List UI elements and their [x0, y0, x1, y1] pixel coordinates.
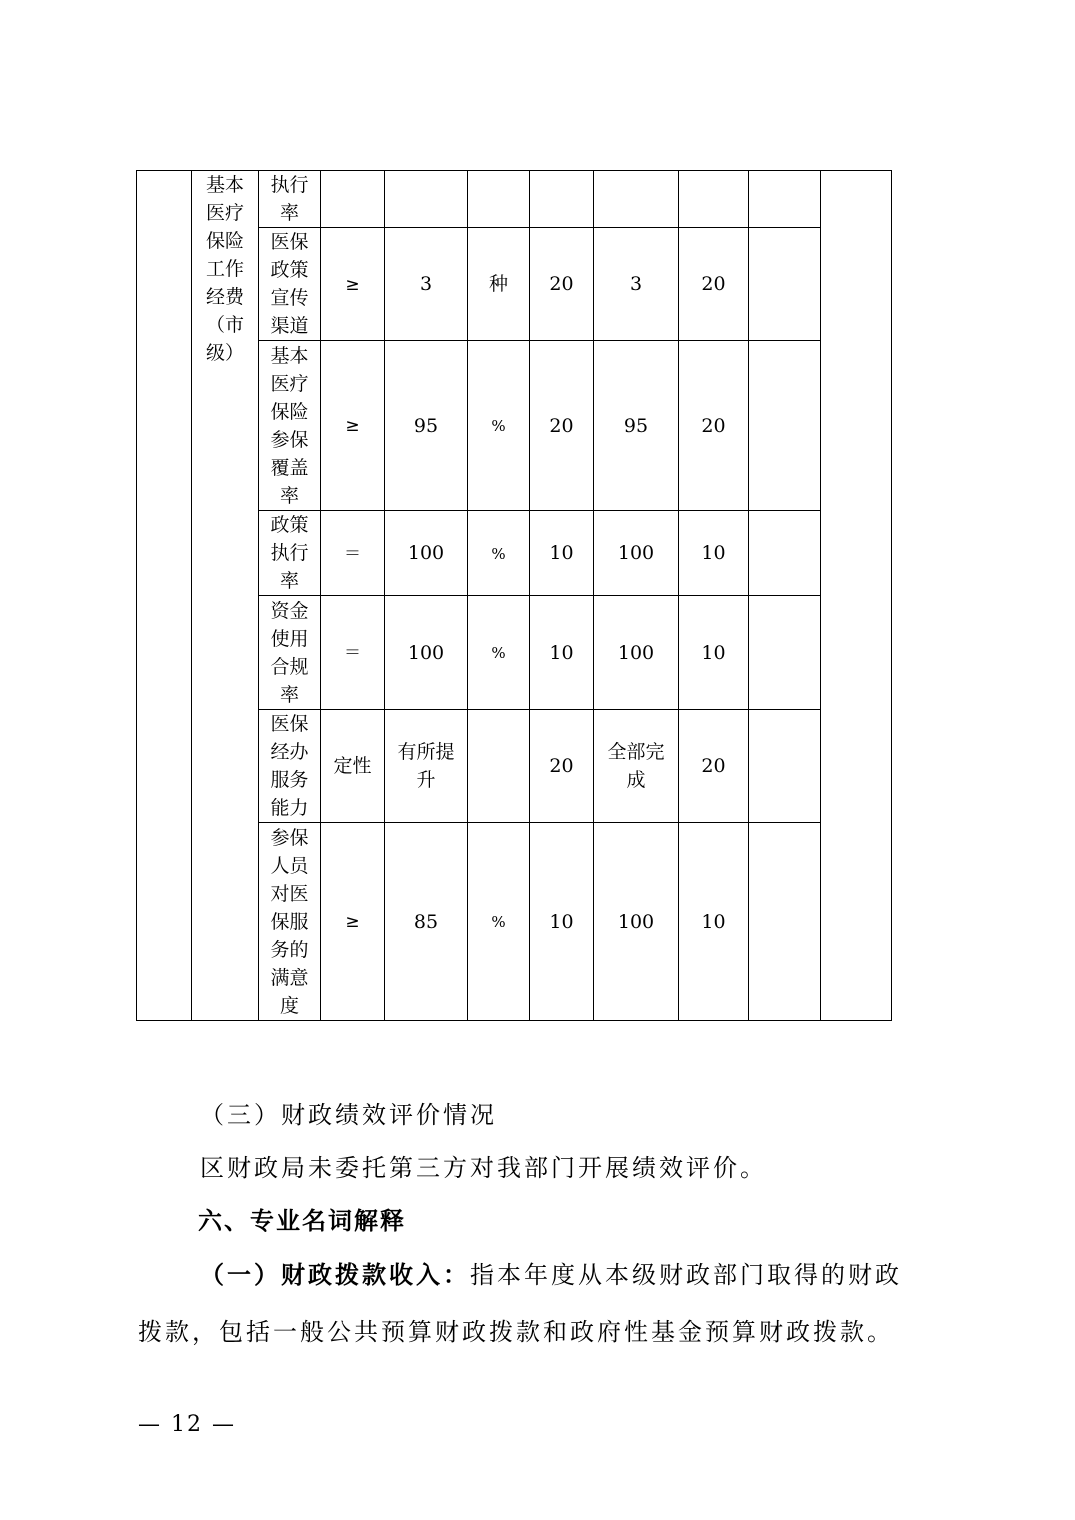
unit-cell: % [468, 511, 530, 596]
indicator-cell: 医保政策宣传渠道 [259, 228, 321, 341]
note-cell [749, 341, 821, 511]
weight-cell: 10 [530, 596, 594, 710]
target-cell: 100 [385, 511, 468, 596]
unit-cell: % [468, 341, 530, 511]
category-cell [137, 171, 192, 1021]
target-cell: 95 [385, 341, 468, 511]
unit-cell [468, 171, 530, 228]
target-cell: 100 [385, 596, 468, 710]
weight-cell: 10 [530, 823, 594, 1021]
target-cell: 85 [385, 823, 468, 1021]
actual-cell [594, 171, 679, 228]
unit-cell: % [468, 596, 530, 710]
weight-cell: 10 [530, 511, 594, 596]
remark-cell [821, 171, 892, 1021]
score-cell: 20 [679, 228, 749, 341]
score-cell: 10 [679, 823, 749, 1021]
actual-cell: 3 [594, 228, 679, 341]
note-cell [749, 710, 821, 823]
program-name-cell: 基本医疗保险工作经费（市级） [192, 171, 259, 1021]
target-cell: 3 [385, 228, 468, 341]
score-cell [679, 171, 749, 228]
operator-cell: ≥ [321, 228, 385, 341]
operator-cell: ≥ [321, 823, 385, 1021]
note-cell [749, 596, 821, 710]
term1-line2: 拨款，包括一般公共预算财政拨款和政府性基金预算财政拨款。 [138, 1318, 894, 1346]
weight-cell: 20 [530, 228, 594, 341]
operator-cell [321, 171, 385, 228]
indicator-cell: 执行率 [259, 171, 321, 228]
score-cell: 20 [679, 341, 749, 511]
unit-cell [468, 710, 530, 823]
score-cell: 10 [679, 596, 749, 710]
note-cell [749, 171, 821, 228]
target-cell [385, 171, 468, 228]
indicator-cell: 医保经办服务能力 [259, 710, 321, 823]
terms-heading: 六、专业名词解释 [198, 1207, 406, 1235]
indicator-cell: 政策执行率 [259, 511, 321, 596]
eval-text: 区财政局未委托第三方对我部门开展绩效评价。 [200, 1154, 767, 1182]
weight-cell [530, 171, 594, 228]
page-number: — 12 — [138, 1412, 236, 1437]
eval-heading: （三）财政绩效评价情况 [200, 1101, 497, 1129]
actual-cell: 100 [594, 823, 679, 1021]
operator-cell: 定性 [321, 710, 385, 823]
actual-cell: 全部完成 [594, 710, 679, 823]
performance-table [136, 170, 892, 1021]
note-cell [749, 228, 821, 341]
actual-cell: 100 [594, 596, 679, 710]
score-cell: 10 [679, 511, 749, 596]
actual-cell: 100 [594, 511, 679, 596]
score-cell: 20 [679, 710, 749, 823]
target-cell: 有所提升 [385, 710, 468, 823]
indicator-cell: 参保人员对医保服务的满意度 [259, 823, 321, 1021]
table-row [137, 171, 892, 228]
indicator-cell: 基本医疗保险参保覆盖率 [259, 341, 321, 511]
unit-cell: 种 [468, 228, 530, 341]
term1-label: （一）财政拨款收入： [200, 1260, 470, 1289]
operator-cell: ≥ [321, 341, 385, 511]
note-cell [749, 823, 821, 1021]
operator-cell: ＝ [321, 596, 385, 710]
unit-cell: % [468, 823, 530, 1021]
weight-cell: 20 [530, 341, 594, 511]
indicator-cell: 资金使用合规率 [259, 596, 321, 710]
actual-cell: 95 [594, 341, 679, 511]
note-cell [749, 511, 821, 596]
operator-cell: ＝ [321, 511, 385, 596]
term1-line1 [200, 1255, 902, 1290]
weight-cell: 20 [530, 710, 594, 823]
term1-text: 指本年度从本级财政部门取得的财政 [470, 1261, 902, 1289]
